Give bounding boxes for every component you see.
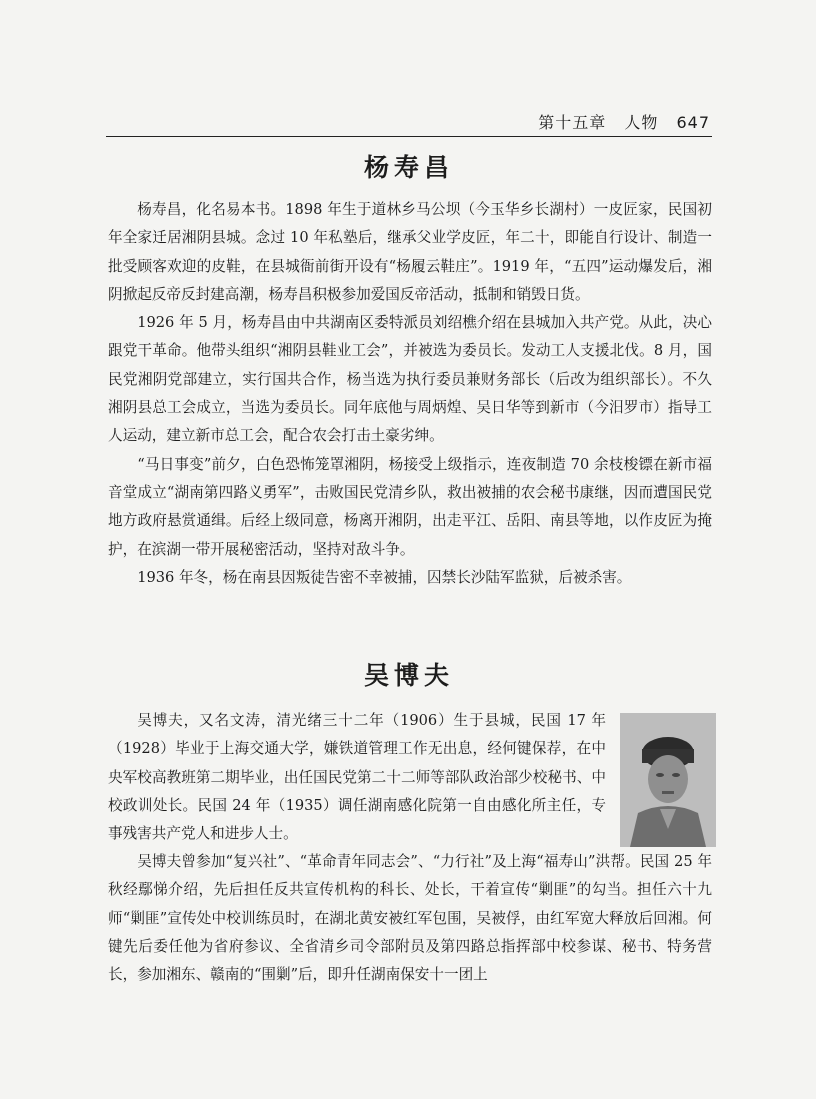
page-number: 647: [676, 113, 710, 132]
paragraph: 1926 年 5 月，杨寿昌由中共湖南区委特派员刘绍樵介绍在县城加入共产党。从此，决心跟党干革命。他带头组织“湘阴县鞋业工会”，并被选为委员长。发动工人支援北伐。8 月，国民党湘阴党部建立，实行国共合作，杨当选为执行委员兼财务部长（后改为组织部长）。不久湘阴县总工会成立，当选为委员长。同年底他与周炳煌、吴日华等到新市（今汨罗市）指导工人运动，建立新市总工会，配合农会打击土豪劣绅。: [108, 314, 712, 445]
portrait-figure: [620, 713, 716, 847]
chapter-label: 第十五章: [538, 113, 607, 132]
paragraph: 1936 年冬，杨在南县因叛徒告密不幸被捕，囚禁长沙陆军监狱，后被杀害。: [137, 568, 632, 586]
biography-body-yang: [108, 196, 712, 592]
paragraph: “马日事变”前夕，白色恐怖笼罩湘阴，杨接受上级指示，连夜制造 70 余枝梭镖在新市福音堂成立“湖南第四路义勇军”，击败国民党清乡队，救出被捕的农会秘书康继，因而遭国民党地方政府悬赏通缉。后经上级同意，杨离开湘阴，出走平江、岳阳、南县等地，以作皮匠为掩护，在滨湖一带开展秘密活动，坚持对敌斗争。: [108, 455, 712, 558]
paragraph: 吴博夫曾参加“复兴社”、“革命青年同志会”、“力行社”及上海“福寿山”洪帮。民国 25 年秋经鄢悌介绍，先后担任反共宣传机构的科长、处长，干着宣传“剿匪”的勾当。担任六十九师“剿匪”宣传处中校训练员时，在湖北黄安被红军包围，吴被俘，由红军宽大释放后回湘。何键先后委任他为省府参议、全省清乡司令部附员及第四路总指挥部中校参谋、秘书、特务营长，参加湘东、赣南的“围剿”后，即升任湖南保安十一团上: [108, 853, 712, 984]
biography-body-wu-continued: [108, 848, 712, 989]
paragraph: 吴博夫，又名文涛，清光绪三十二年（1906）生于县城，民国 17 年（1928）毕业于上海交通大学，嫌铁道管理工作无出息，经何键保荐，在中央军校高教班第二期毕业，出任国民党第二十二师等部队政治部少校秘书、中校政训处长。民国 24 年（1935）调任湖南感化院第一自由感化所主任，专事残害共产党人和进步人士。: [108, 712, 606, 843]
biography-title-yang: 杨寿昌: [363, 153, 454, 182]
portrait-photo: [620, 713, 716, 847]
biography-body-wu-intro: [108, 707, 606, 848]
biography-title-wu: 吴博夫: [363, 661, 454, 690]
section-label: 人物: [624, 113, 659, 132]
header-rule: [106, 136, 712, 137]
paragraph: 杨寿昌，化名易本书。1898 年生于道林乡马公坝（今玉华乡长湖村）一皮匠家，民国初年全家迁居湘阴县城。念过 10 年私塾后，继承父业学皮匠，年二十，即能自行设计、制造一批受顾客欢迎的皮鞋，在县城衙前街开设有“杨履云鞋庄”。1919 年，“五四”运动爆发后，湘阴掀起反帝反封建高潮，杨寿昌积极参加爱国反帝活动，抵制和销毁日货。: [108, 201, 712, 303]
running-header: [106, 110, 710, 136]
